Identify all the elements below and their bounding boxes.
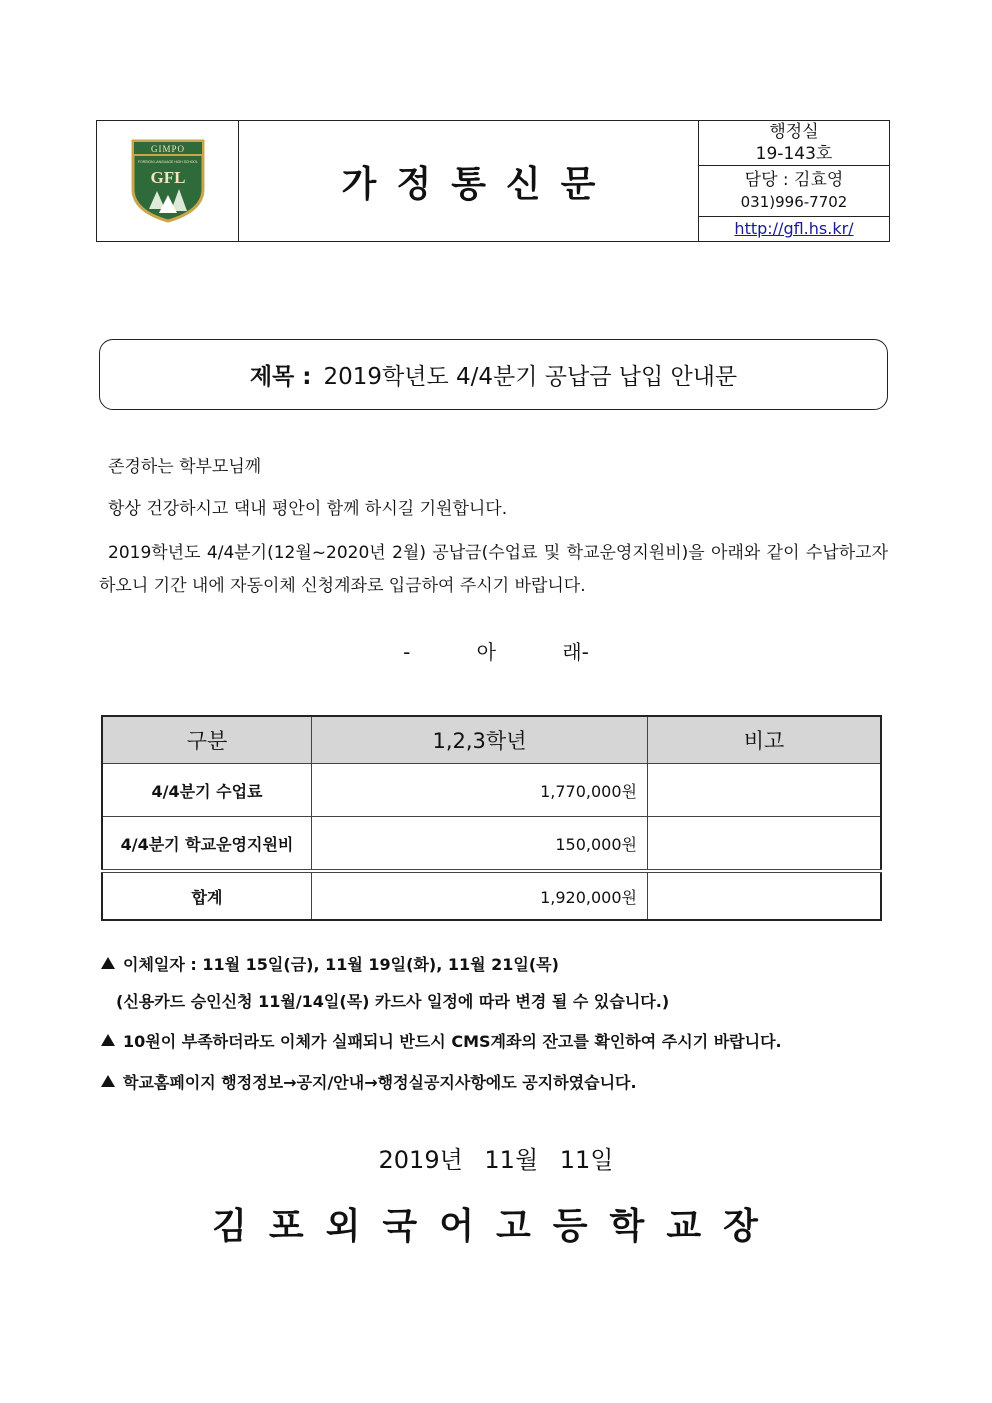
header-category: 구분 [102,716,312,764]
table-row [102,817,881,872]
row-amount: 150,000원 [312,817,648,872]
info-cell [699,121,889,241]
table-header-row [102,716,881,764]
issue-date: 2019년 11월 11일 [378,1146,614,1174]
dept-name: 행정실 [769,122,819,142]
header-remarks: 비고 [648,716,882,764]
subject-box [99,339,888,410]
contact-phone: 031)996-7702 [740,193,848,211]
main-paragraph-text: 2019학년도 4/4분기(12월~2020년 2월) 공납금(수업료 및 학교운영지원비)을 아래와 같이 수납하고자 하오니 기간 내에 자동이체 신청계좌로 입금하여 주시기 바랍니다. [99,543,888,596]
note-text: (신용카드 승인신청 11월/14일(목) 카드사 일정에 따라 변경 될 수 있습니다.) [116,992,670,1011]
fee-table [101,715,882,921]
logo-top-text: GIMPO [150,144,185,154]
note-balance-warning [101,1030,782,1054]
table-row [102,764,881,817]
logo-cell [97,121,239,241]
total-row [102,871,881,920]
header-grade: 1,2,3학년 [312,716,648,764]
total-amount: 1,920,000원 [312,871,648,920]
note-credit-card [116,990,669,1014]
logo-main-text: GFL [150,168,185,187]
title-cell [239,121,699,241]
subject-label: 제목 : [249,364,312,390]
intro-line: 항상 건강하시고 댁내 평안이 함께 하시길 기원합니다. [108,499,508,519]
note-transfer-dates [101,953,559,977]
doc-number: 19-143호 [755,144,833,164]
header-table [96,120,890,242]
note-text: 이체일자 : 11월 15일(금), 11월 19일(화), 11월 21일(목) [123,955,559,974]
logo-sub-text: FOREIGN LANGUAGE HIGH SCHOOL [137,160,198,164]
contact-row [699,166,889,217]
subject-text: 2019학년도 4/4분기 공납금 납입 안내문 [323,364,738,390]
contact-person: 담당 : 김효영 [744,170,844,190]
main-paragraph [99,537,888,603]
row-item: 4/4분기 학교운영지원비 [102,817,312,872]
total-label: 합계 [102,871,312,920]
row-amount: 1,770,000원 [312,764,648,817]
below-heading: - 아 래- [403,640,589,664]
signer-name: 김포외국어고등학교장 [212,1206,780,1247]
homepage-link[interactable]: http://gfl.hs.kr/ [734,219,854,238]
school-logo [129,139,207,223]
row-item: 4/4분기 수업료 [102,764,312,817]
note-homepage [101,1071,637,1095]
note-text: 학교홈페이지 행정정보→공지/안내→행정실공지사항에도 공지하였습니다. [123,1073,637,1092]
document-title: 가정통신문 [341,163,616,205]
row-note [648,817,882,872]
greeting: 존경하는 학부모님께 [108,457,262,477]
row-note [648,764,882,817]
note-text: 10원이 부족하더라도 이체가 실패되니 반드시 CMS계좌의 잔고를 확인하여 주시기 바랍니다. [123,1032,782,1051]
url-row [699,217,889,241]
triangle-bullet-icon [101,1075,115,1087]
triangle-bullet-icon [101,1034,115,1046]
total-note [648,871,882,920]
dept-row [699,121,889,166]
triangle-bullet-icon [101,957,115,969]
